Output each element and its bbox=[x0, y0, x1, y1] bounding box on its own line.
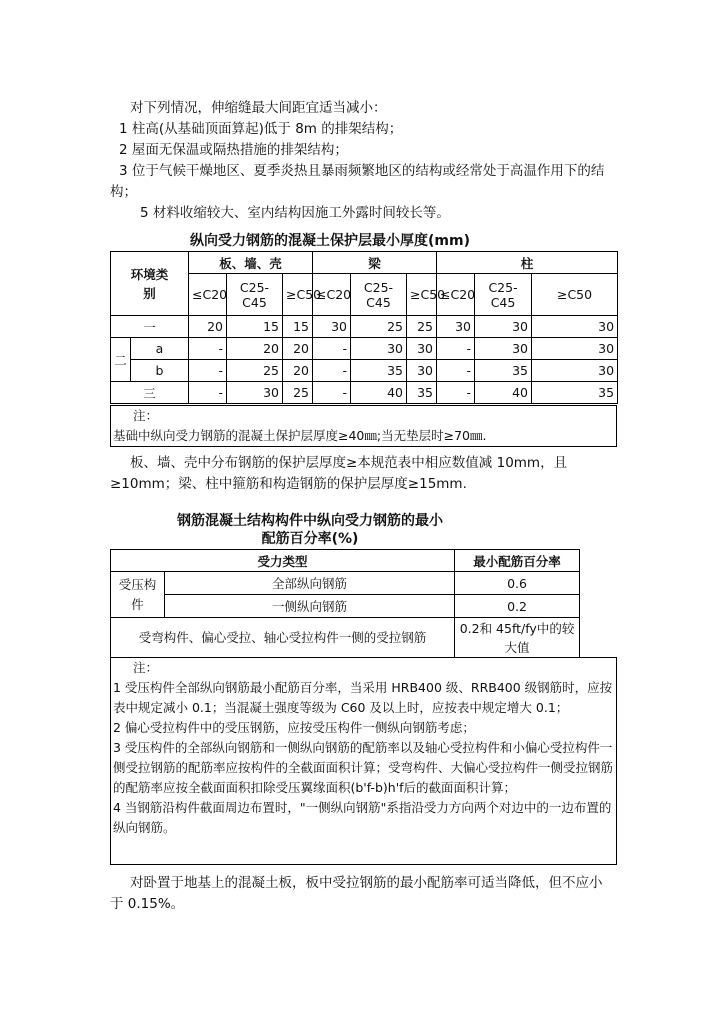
intro-item-5: 5 材料收缩较大、室内结构因施工外露时间较长等。 bbox=[140, 205, 450, 221]
note-item: 4 当钢筋沿构件截面周边布置时，"一侧纵向钢筋"系指沿受力方向两个对边中的一边布置的纵向钢筋。 bbox=[113, 800, 612, 835]
para-distribution-cover: 板、墙、壳中分布钢筋的保护层厚度≥本规范表中相应数值减 10mm，且≥10mm；梁、柱中箍筋和构造钢筋的保护层厚度≥15mm. bbox=[110, 455, 568, 492]
row-one-side: 一侧纵向钢筋 bbox=[165, 595, 455, 618]
group-beam: 梁 bbox=[313, 252, 437, 274]
table-cell: - bbox=[189, 360, 227, 382]
min-reinforcement-table bbox=[110, 549, 580, 658]
table-cell: - bbox=[189, 382, 227, 404]
table-cell: - bbox=[437, 338, 475, 360]
value-one-side: 0.2 bbox=[455, 595, 580, 618]
table-cell: 15 bbox=[227, 316, 283, 338]
intro-lead: 对下列情况，伸缩缝最大间距宜适当减小： bbox=[130, 100, 387, 116]
value-all-bars: 0.6 bbox=[455, 572, 580, 595]
sub-header: ≥C50 bbox=[407, 274, 437, 316]
row-tension: 受弯构件、偏心受拉、轴心受拉构件一侧的受拉钢筋 bbox=[111, 618, 455, 658]
table-cell: 40 bbox=[351, 382, 407, 404]
group-slab: 板、墙、壳 bbox=[189, 252, 313, 274]
sub-header: C25-C45 bbox=[227, 274, 283, 316]
table-cell: 35 bbox=[475, 360, 532, 382]
table-cell: 30 bbox=[437, 316, 475, 338]
sub-header: ≤C20 bbox=[437, 274, 475, 316]
intro-item-1: 1 柱高(从基础顶面算起)低于 8m 的排架结构； bbox=[119, 121, 403, 137]
table2-notes bbox=[110, 657, 617, 865]
table-cell: 30 bbox=[351, 338, 407, 360]
env-header: 环境类别 bbox=[111, 252, 189, 316]
table-cell: 40 bbox=[475, 382, 532, 404]
table-cell: 20 bbox=[189, 316, 227, 338]
sub-header: C25-C45 bbox=[475, 274, 532, 316]
table-cell: 30 bbox=[407, 338, 437, 360]
sub-header: ≥C50 bbox=[532, 274, 618, 316]
env-subcategory: b bbox=[131, 360, 189, 382]
note-item: 2 偏心受拉构件中的受压钢筋，应按受压构件一侧纵向钢筋考虑； bbox=[113, 720, 475, 735]
table-cell: - bbox=[437, 382, 475, 404]
table-cell: 30 bbox=[532, 316, 618, 338]
env-category: 二 bbox=[111, 338, 131, 382]
table-cell: 30 bbox=[475, 316, 532, 338]
table-cell: 35 bbox=[407, 382, 437, 404]
table1-note bbox=[110, 405, 617, 447]
table-cell: - bbox=[189, 338, 227, 360]
env-subcategory: a bbox=[131, 338, 189, 360]
table-cell: 25 bbox=[407, 316, 437, 338]
table-cell: 30 bbox=[313, 316, 351, 338]
env-category: 一 bbox=[111, 316, 189, 338]
table-cell: 35 bbox=[351, 360, 407, 382]
group-column: 柱 bbox=[437, 252, 618, 274]
table-cell: 25 bbox=[283, 382, 313, 404]
head-type: 受力类型 bbox=[111, 550, 455, 572]
sub-header: ≤C20 bbox=[189, 274, 227, 316]
note-label: 注： bbox=[133, 408, 159, 423]
table2-title-line2: 配筋百分率(%) bbox=[261, 531, 359, 547]
para-slab-ratio: 对卧置于地基上的混凝土板，板中受拉钢筋的最小配筋率可适当降低，但不应小于 0.15%。 bbox=[110, 875, 603, 912]
value-tension: 0.2和 45ft/fy中的较大值 bbox=[455, 618, 580, 658]
table2-title-line1: 钢筋混凝土结构构件中纵向受力钢筋的最小 bbox=[177, 513, 443, 529]
table-cell: - bbox=[437, 360, 475, 382]
intro-item-3: 3 位于气候干燥地区、夏季炎热且暴雨频繁地区的结构或经常处于高温作用下的结构； bbox=[110, 163, 605, 200]
sub-header: ≥C50 bbox=[283, 274, 313, 316]
table-cell: 20 bbox=[283, 338, 313, 360]
cover-thickness-table bbox=[110, 251, 618, 404]
note-label: 注： bbox=[133, 660, 159, 675]
table-cell: 30 bbox=[532, 360, 618, 382]
table-cell: 35 bbox=[532, 382, 618, 404]
group-compression: 受压构件 bbox=[111, 572, 165, 618]
table-cell: 20 bbox=[227, 338, 283, 360]
row-all-bars: 全部纵向钢筋 bbox=[165, 572, 455, 595]
note-text: 基础中纵向受力钢筋的混凝土保护层厚度≥40㎜;当无垫层时≥70㎜. bbox=[113, 428, 487, 443]
note-item: 3 受压构件的全部纵向钢筋和一侧纵向钢筋的配筋率以及轴心受拉构件和小偏心受拉构件一侧受拉钢筋的配筋率应按构件的全截面面积计算；受弯构件、大偏心受拉构件一侧受拉钢筋的配筋率应按全截面面积扣除受压翼缘面积(b'f-b)h'f后的截面面积计算； bbox=[113, 740, 614, 795]
table-cell: 30 bbox=[227, 382, 283, 404]
head-ratio: 最小配筋百分率 bbox=[455, 550, 580, 572]
table-cell: - bbox=[313, 382, 351, 404]
sub-header: C25-C45 bbox=[351, 274, 407, 316]
sub-header: ≤C20 bbox=[313, 274, 351, 316]
table-cell: 25 bbox=[227, 360, 283, 382]
table-cell: - bbox=[313, 338, 351, 360]
table-cell: 30 bbox=[407, 360, 437, 382]
table-cell: 20 bbox=[283, 360, 313, 382]
intro-item-2: 2 屋面无保温或隔热措施的排架结构； bbox=[119, 142, 348, 158]
table-cell: 30 bbox=[532, 338, 618, 360]
table1-title: 纵向受力钢筋的混凝土保护层最小厚度(mm) bbox=[190, 233, 470, 249]
table-cell: - bbox=[313, 360, 351, 382]
table-cell: 15 bbox=[283, 316, 313, 338]
env-category: 三 bbox=[111, 382, 189, 404]
table-cell: 25 bbox=[351, 316, 407, 338]
table-cell: 30 bbox=[475, 338, 532, 360]
note-item: 1 受压构件全部纵向钢筋最小配筋百分率，当采用 HRB400 级、RRB400 级钢筋时，应按表中规定减小 0.1；当混凝土强度等级为 C60 及以上时，应按表中规定增大 0.1； bbox=[113, 680, 613, 715]
table2-title bbox=[150, 512, 470, 548]
